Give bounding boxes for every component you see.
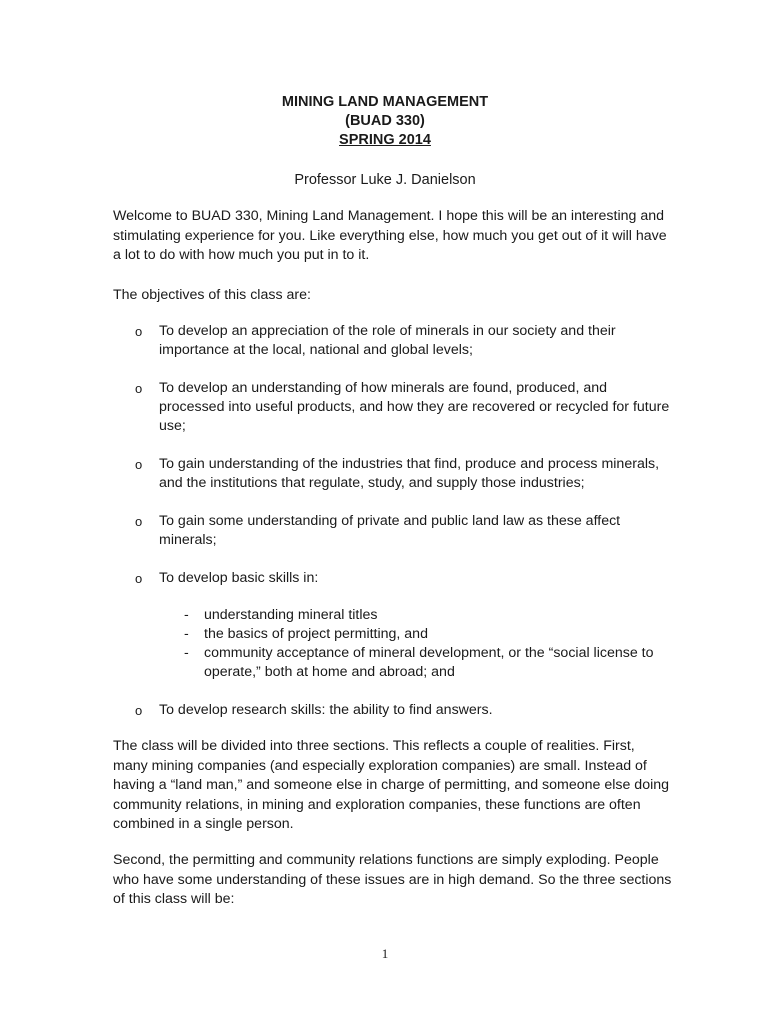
bullet-marker: o bbox=[135, 324, 143, 339]
list-item bbox=[159, 644, 673, 682]
page-number: 1 bbox=[381, 946, 389, 961]
list-item bbox=[113, 322, 673, 360]
professor-name: Professor Luke J. Danielson bbox=[294, 172, 476, 188]
list-item bbox=[113, 512, 673, 550]
document-header bbox=[0, 93, 770, 150]
objectives-list bbox=[113, 322, 673, 739]
objective-text: To gain some understanding of private and public land law as these affect minerals; bbox=[159, 513, 621, 548]
objective-text: To develop basic skills in: bbox=[159, 570, 319, 586]
bullet-marker: o bbox=[135, 381, 143, 396]
skill-text: community acceptance of mineral development, or the “social license to operate,” both at home and abroad; and bbox=[204, 645, 654, 680]
objective-text: To develop research skills: the ability to find answers. bbox=[159, 702, 493, 718]
sections-paragraph: The class will be divided into three sections. This reflects a couple of realities. First, many mining companies (and especially exploration companies) are small. Instead of having a “land man,” and someone else in charge of permitting, and someone else doing community relations, in mining and exploration companies, these functions are often combined in a single person. bbox=[113, 738, 670, 832]
dash-marker: - bbox=[184, 645, 189, 661]
bullet-marker: o bbox=[135, 571, 143, 586]
second-paragraph: Second, the permitting and community relations functions are simply exploding. People who have some understanding of these issues are in high demand. So the three sections of this class will be: bbox=[113, 852, 672, 907]
bullet-marker: o bbox=[135, 457, 143, 472]
bullet-marker: o bbox=[135, 703, 143, 718]
list-item bbox=[113, 379, 673, 436]
course-term: SPRING 2014 bbox=[339, 132, 431, 148]
skill-text: the basics of project permitting, and bbox=[204, 626, 428, 642]
objective-text: To gain understanding of the industries that find, produce and process minerals, and the institutions that regulate, study, and supply those industries; bbox=[159, 456, 660, 491]
course-code: (BUAD 330) bbox=[345, 113, 425, 129]
objectives-intro: The objectives of this class are: bbox=[113, 287, 311, 303]
course-title: MINING LAND MANAGEMENT bbox=[281, 94, 489, 110]
objective-text: To develop an understanding of how minerals are found, produced, and processed into useful products, and how they are recovered or recycled for future use; bbox=[159, 380, 670, 434]
list-item bbox=[113, 455, 673, 493]
skill-text: understanding mineral titles bbox=[204, 607, 378, 623]
skills-list bbox=[159, 606, 673, 682]
list-item bbox=[159, 606, 673, 625]
bullet-marker: o bbox=[135, 514, 143, 529]
objective-text: To develop an appreciation of the role of minerals in our society and their importance at the local, national and global levels; bbox=[159, 323, 616, 358]
dash-marker: - bbox=[184, 626, 189, 642]
dash-marker: - bbox=[184, 607, 189, 623]
welcome-paragraph: Welcome to BUAD 330, Mining Land Management. I hope this will be an interesting and stimulating experience for you. Like everything else, how much you get out of it will have a lot to do with how much you put in to it. bbox=[113, 208, 667, 263]
list-item bbox=[113, 701, 673, 720]
list-item bbox=[113, 569, 673, 682]
list-item bbox=[159, 625, 673, 644]
